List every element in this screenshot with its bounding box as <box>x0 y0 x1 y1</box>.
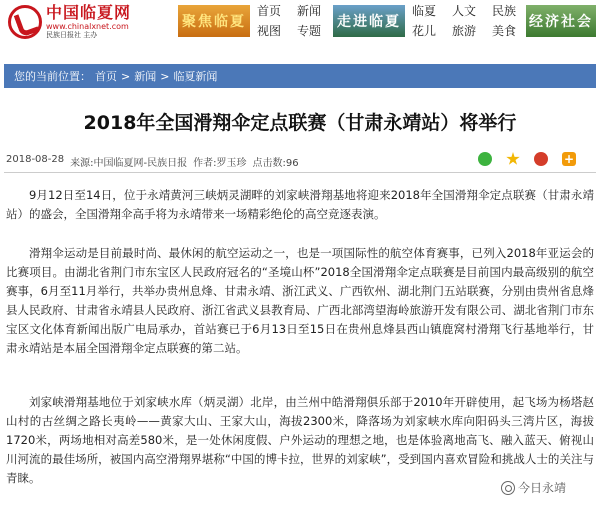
logo-url: www.chinalxnet.com <box>46 22 129 31</box>
site-logo[interactable] <box>8 3 158 41</box>
nav-group-culture <box>412 4 532 38</box>
article-author: 作者:罗玉珍 <box>193 158 247 169</box>
more-share-icon[interactable]: + <box>563 152 575 166</box>
breadcrumb-news[interactable]: 新闻 <box>134 70 157 83</box>
nav-item-news[interactable]: 新闻 <box>297 4 322 18</box>
nav-group-main <box>257 4 337 38</box>
weibo-share-icon[interactable] <box>534 152 548 166</box>
nav-item-topics[interactable]: 专题 <box>297 24 322 38</box>
breadcrumb-separator: > <box>121 69 131 83</box>
wechat-share-icon[interactable] <box>478 152 492 166</box>
nav-item-huaer[interactable]: 花儿 <box>412 24 437 38</box>
nav-item-photos[interactable]: 视图 <box>257 24 282 38</box>
nav-item-home[interactable]: 首页 <box>257 4 282 18</box>
nav-item-humanities[interactable]: 人文 <box>452 4 477 18</box>
breadcrumb-section[interactable]: 临夏新闻 <box>173 70 218 83</box>
banner-visit-linxia[interactable]: 走进临夏 <box>333 5 405 37</box>
breadcrumb-home[interactable]: 首页 <box>95 70 117 83</box>
divider <box>4 172 596 173</box>
wechat-account-icon <box>501 481 515 495</box>
breadcrumb <box>4 64 596 88</box>
watermark-text: 今日永靖 <box>518 481 567 495</box>
article-date: 2018-08-28 <box>6 154 65 165</box>
nav-item-ethnic[interactable]: 民族 <box>492 4 517 18</box>
logo-emblem-icon <box>8 5 42 39</box>
site-header <box>0 0 600 44</box>
logo-title: 中国临夏网 <box>46 3 132 22</box>
nav-item-linxia[interactable]: 临夏 <box>412 4 437 18</box>
article-meta <box>6 154 305 169</box>
breadcrumb-label: 您的当前位置： <box>14 70 91 83</box>
article-clicks: 点击数:96 <box>252 158 299 169</box>
article-paragraph: 9月12日至14日，位于永靖黄河三峡炳灵湖畔的刘家峡滑翔基地将迎来2018年全国滑翔伞定点联赛（甘肃永靖站）的盛会，全国滑翔伞高手将为永靖带来一场精彩绝伦的高空竞逐表演。 <box>6 188 594 221</box>
article-paragraph: 滑翔伞运动是目前最时尚、最休闲的航空运动之一，也是一项国际性的航空体育赛事，已列入2018年亚运会的比赛项目。由湖北省荆门市东宝区人民政府冠名的“圣境山杯”2018全国滑翔伞定点联赛是目前国内最高级别的航空赛事，6月至11月举行，共举办贵州息烽、甘肃永靖、浙江武义、广西钦州、湖北荆门五站联赛，分别由贵州省息烽县人民政府、甘肃省永靖县人民政府、浙江省武义县教育局、广西北部湾望海岭旅游开发有限公司、湖北省荆门市东宝区文化体育新闻出版广电局承办，首站赛已于6月13日至15日在贵州息烽县西山镇鹿窝村滑翔飞行基地举行，甘肃永靖站是本届全国滑翔伞定点联赛的第二站。 <box>6 246 594 355</box>
nav-item-tourism[interactable]: 旅游 <box>452 24 477 38</box>
watermark <box>498 478 569 497</box>
logo-subtitle: 民族日报社 主办 <box>46 31 98 39</box>
article-paragraph: 刘家峡滑翔基地位于刘家峡水库（炳灵湖）北岸，由兰州中皓滑翔俱乐部于2010年开辟使用，起飞场为杨塔赵山村的古丝绸之路长夷岭——黄家大山、王家大山，海拔2300米，降落场为刘家峡水库向阳码头三湾片区，海拔1720米，两场地相对高差580米，是一处休闲度假、户外运动的理想之地，也是体验离地高飞、融入蓝天、俯视山川河流的最佳场所，被国内高空滑翔界堪称“中国的博卡拉，世界的刘家峡”，受到国内喜欢冒险和挑战人士的关注与青睐。 <box>6 395 594 485</box>
breadcrumb-separator: > <box>160 69 170 83</box>
favorite-star-icon[interactable] <box>506 152 520 166</box>
nav-item-food[interactable]: 美食 <box>492 24 517 38</box>
share-bar <box>478 152 590 166</box>
banner-focus-linxia[interactable]: 聚焦临夏 <box>178 5 250 37</box>
banner-economy-society[interactable]: 经济社会 <box>526 5 596 37</box>
article-source: 来源:中国临夏网-民族日报 <box>70 158 188 169</box>
article-title: 2018年全国滑翔伞定点联赛（甘肃永靖站）将举行 <box>83 112 517 134</box>
